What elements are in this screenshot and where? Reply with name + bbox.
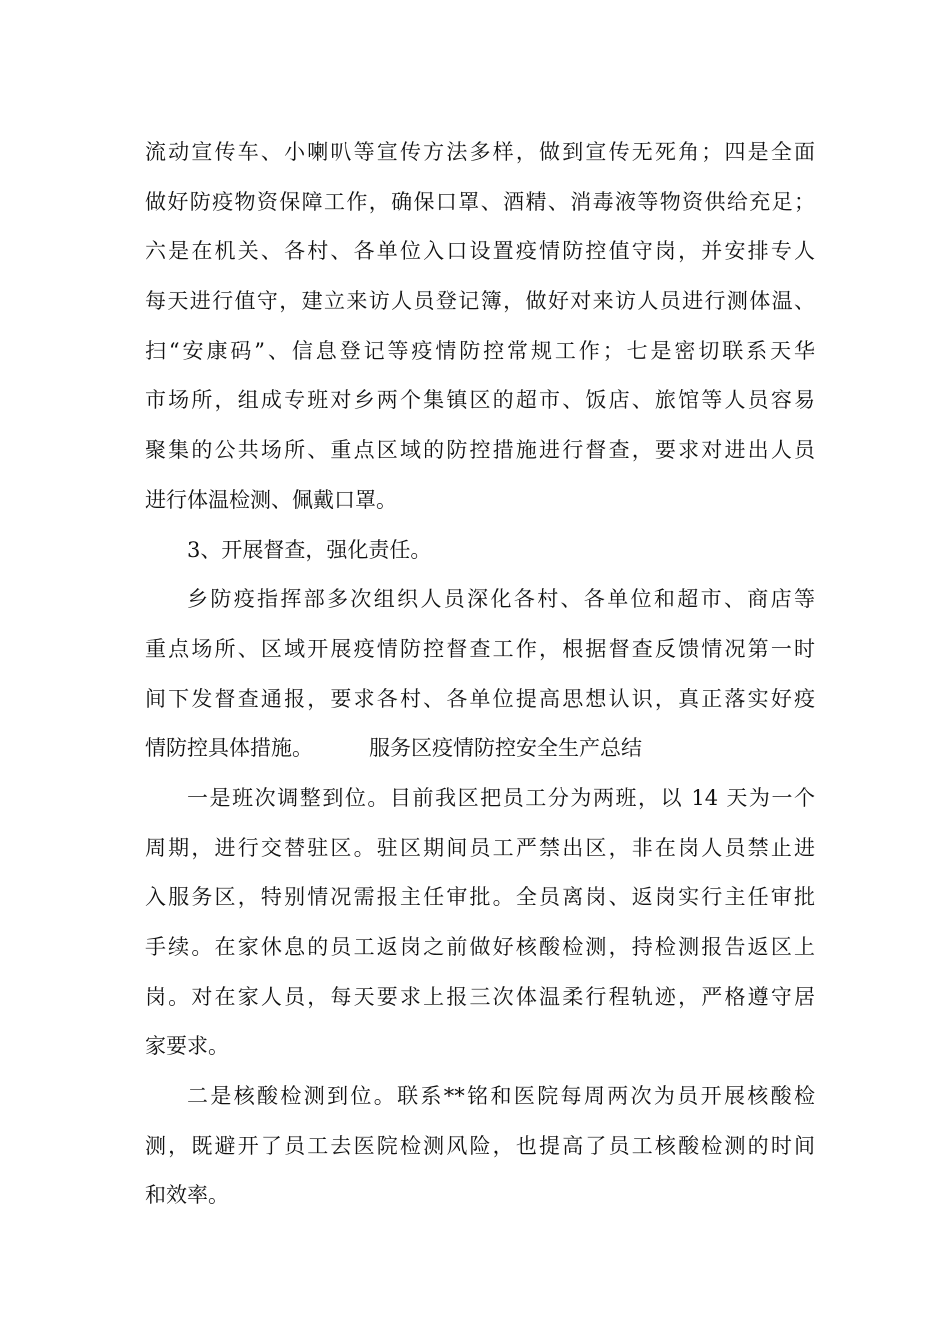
text-line: 市场所，组成专班对乡两个集镇区的超市、饭店、旅馆等人员容易 [145,388,815,413]
paragraph-measures-continued [145,128,815,526]
text-line: 一是班次调整到位。目前我区把员工分为两班，以 14 天为一个 [187,785,815,810]
text-line: 和效率。 [145,1183,229,1208]
text-line: 周期，进行交替驻区。驻区期间员工严禁出区，非在岗人员禁止进 [145,835,815,860]
text-line: 乡防疫指挥部多次组织人员深化各村、各单位和超市、商店等 [187,587,815,612]
text-line: 聚集的公共场所、重点区域的防控措施进行督查，要求对进出人员 [145,438,815,463]
paragraph-inspection [145,575,815,774]
text-line: 每天进行值守，建立来访人员登记簿，做好对来访人员进行测体温、 [145,289,815,314]
inline-document-title: 服务区疫情防控安全生产总结 [369,736,642,761]
text-line: 岗。对在家人员，每天要求上报三次体温柔行程轨迹，严格遵守居 [145,984,815,1009]
text-line: 扫“安康码”、信息登记等疫情防控常规工作；七是密切联系天华 [145,338,815,363]
text-line: 六是在机关、各村、各单位入口设置疫情防控值守岗，并安排专人 [145,239,815,264]
text-line: 做好防疫物资保障工作，确保口罩、酒精、消毒液等物资供给充足； [145,189,815,214]
text-line [145,724,815,774]
text-line: 流动宣传车、小喇叭等宣传方法多样，做到宣传无死角；四是全面 [145,140,815,164]
heading-line: 3、开展督查，强化责任。 [187,537,432,562]
paragraph-nucleic-testing [145,1072,815,1221]
text-line: 手续。在家休息的员工返岗之前做好核酸检测，持检测报告返区上 [145,935,815,959]
text-line: 入服务区，特别情况需报主任审批。全员离岗、返岗实行主任审批 [145,885,815,910]
text-line-start: 情防控具体措施。 [145,736,313,761]
text-line: 二是核酸检测到位。联系**铭和医院每周两次为员开展核酸检 [187,1084,815,1109]
text-line: 重点场所、区域开展疫情防控督查工作，根据督查反馈情况第一时 [145,636,815,661]
paragraph-shift-adjustment [145,774,815,1072]
text-line: 测，既避开了员工去医院检测风险，也提高了员工核酸检测的时间 [145,1133,815,1158]
section-heading [145,526,815,576]
document-body [145,128,815,1221]
text-line: 进行体温检测、佩戴口罩。 [145,487,397,512]
text-line: 家要求。 [145,1034,229,1059]
text-line: 间下发督查通报，要求各村、各单位提高思想认识，真正落实好疫 [145,686,815,711]
